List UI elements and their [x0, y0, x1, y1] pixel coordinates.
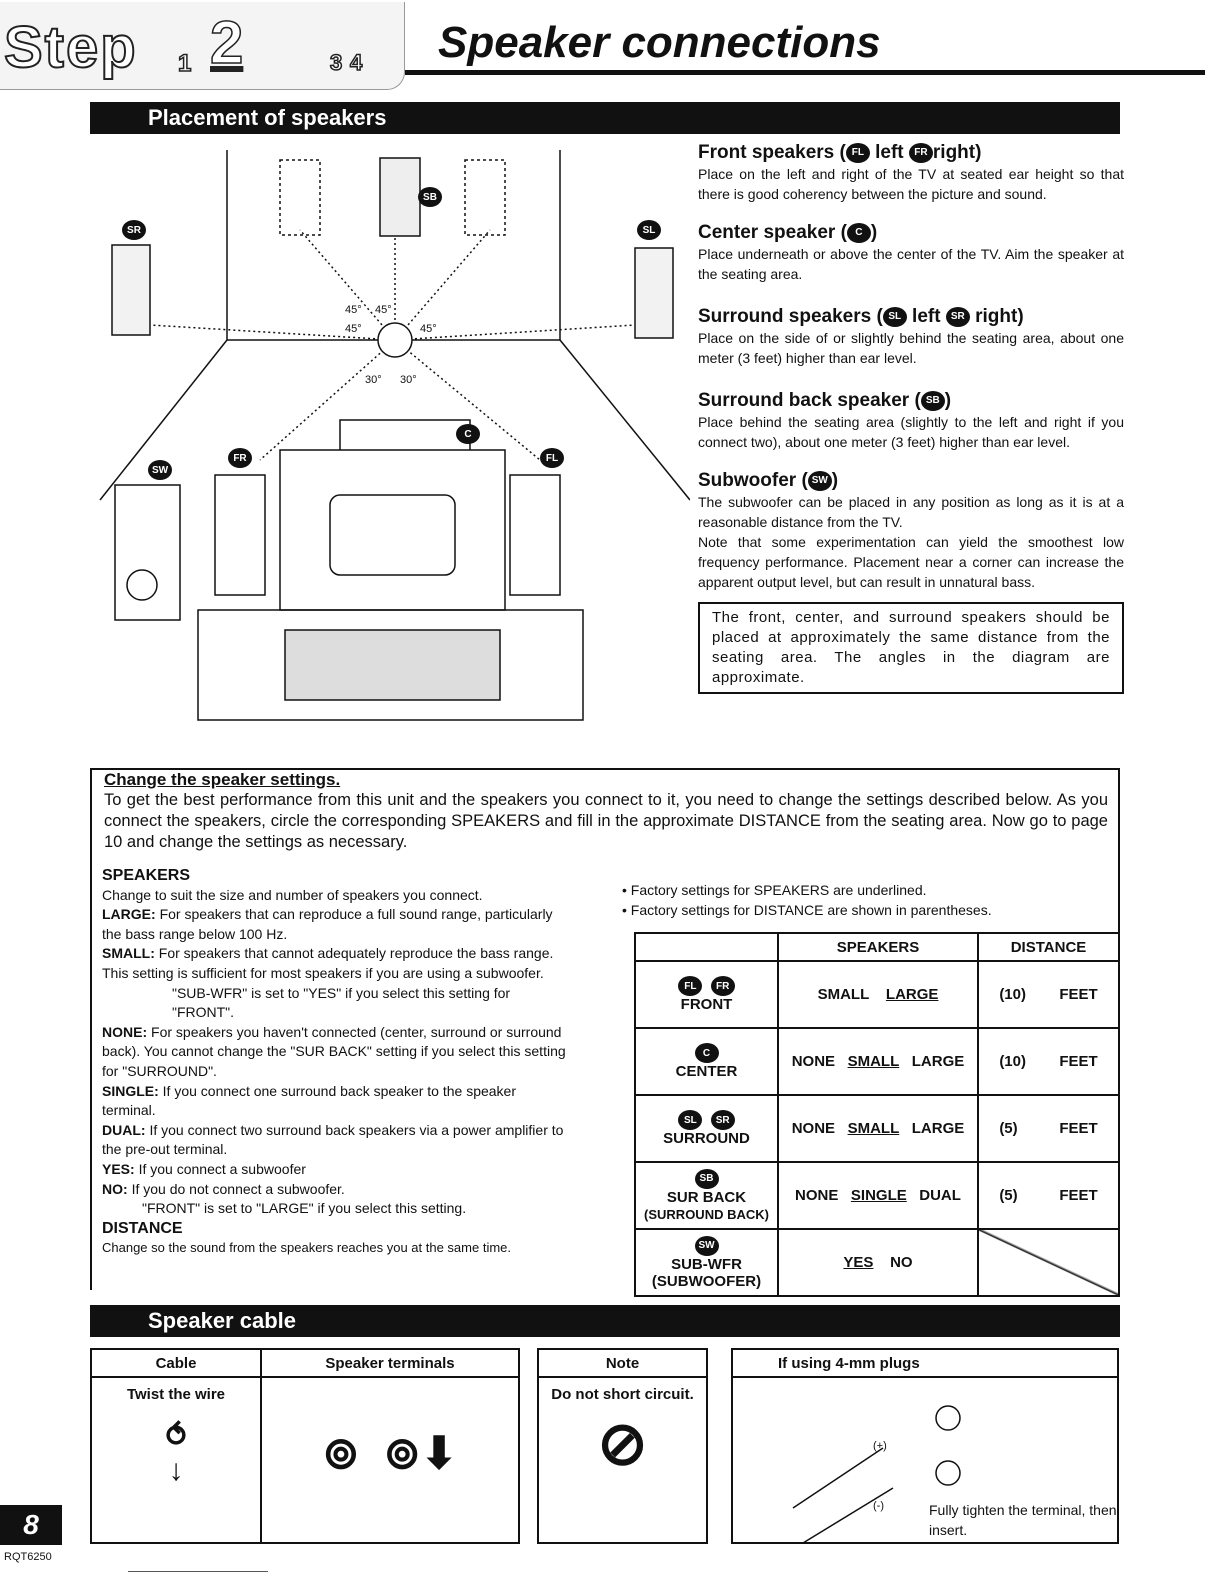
row-sublabel: (SUBWOOFER): [651, 1272, 762, 1290]
speaker-placement-diagram: [90, 140, 690, 730]
surround-heading: Surround speakers ( SL left SR right): [698, 306, 1024, 327]
def-no-note: "FRONT" is set to "LARGE" if you select this setting.: [142, 1200, 467, 1217]
bullet: • Factory settings for DISTANCE are shown in parentheses.: [622, 902, 992, 918]
plus-label: (+): [873, 1440, 887, 1452]
link-underline: [128, 1571, 268, 1572]
table-row: [635, 1028, 1119, 1095]
col-distance: DISTANCE: [978, 933, 1119, 961]
fr-badge: FR: [228, 448, 252, 468]
fr-badge: FR: [909, 143, 933, 163]
step-2-current: 2: [210, 9, 244, 76]
row-label: FRONT: [680, 996, 733, 1013]
angle-label: 30°: [365, 374, 382, 386]
col-plugs: If using 4-mm plugs: [732, 1349, 1118, 1377]
surround-back-heading: Surround back speaker ( SB ): [698, 390, 952, 411]
front-left-speaker: [510, 475, 560, 595]
col-note: Note: [538, 1349, 707, 1377]
option[interactable]: NONE: [795, 1187, 839, 1204]
speakers-heading: SPEAKERS: [102, 867, 191, 884]
center-heading: Center speaker ( C ): [698, 222, 878, 243]
document-code: RQT6250: [4, 1551, 52, 1563]
sb-badge: SB: [695, 1169, 719, 1189]
distance-heading: DISTANCE: [102, 1219, 183, 1237]
step-4: 4: [350, 50, 363, 75]
c-badge: C: [847, 223, 871, 243]
sr-badge: SR: [946, 307, 970, 327]
sw-badge: SW: [148, 460, 172, 480]
page-number: 8: [0, 1505, 62, 1545]
front-text: Place on the left and right of the TV at seated ear height so that there is good coherency between the picture and sound.: [698, 166, 1124, 202]
speaker-settings-section: [90, 768, 1120, 1290]
option-default[interactable]: SMALL: [847, 1120, 900, 1137]
settings-table: [634, 932, 1120, 1297]
def-small-note: "SUB-WFR" is set to "YES" if you select this setting for "FRONT".: [172, 984, 511, 1021]
page-title: Speaker connections: [438, 18, 881, 67]
option[interactable]: DUAL: [919, 1187, 961, 1204]
tv: [280, 450, 505, 610]
sw-badge: SW: [695, 1236, 719, 1256]
sl-badge: SL: [637, 220, 661, 240]
col-terminals: Speaker terminals: [261, 1349, 519, 1377]
distance-unit: FEET: [1059, 1053, 1098, 1070]
subwoofer-text: The subwoofer can be placed in any position as long as it is at a reasonable distance from the TV.: [698, 494, 1124, 530]
plugs-illustration: [732, 1377, 1118, 1543]
minus-label: (-): [873, 1500, 884, 1512]
settings-heading: Change the speaker settings.: [104, 770, 341, 789]
sb-badge: SB: [418, 187, 442, 207]
step-3: 3: [330, 50, 343, 75]
row-label: SURROUND: [663, 1130, 750, 1147]
surround-back-speaker: [380, 158, 420, 236]
def-no: NO: If you do not connect a subwoofer.: [102, 1180, 345, 1197]
distance-value[interactable]: (5): [999, 1120, 1018, 1137]
surround-text: Place on the side of or slightly behind the seating area, about one meter (3 feet) higher than ear level.: [698, 330, 1124, 366]
row-sublabel: (SURROUND BACK): [644, 1206, 769, 1222]
table-row: [635, 1229, 1119, 1296]
cable-section-bar: Speaker cable: [90, 1305, 1120, 1337]
title-rule: [405, 70, 1205, 75]
cable-table: [90, 1348, 520, 1544]
angle-label: 45°: [345, 323, 362, 335]
option-default[interactable]: SMALL: [847, 1053, 900, 1070]
distance-desc: Change so the sound from the speakers reaches you at the same time.: [102, 1240, 512, 1256]
distance-value[interactable]: (10): [999, 986, 1026, 1003]
surround-back-text: Place behind the seating area (slightly to the left and right if you connect two), about one meter (3 feet) higher than ear level.: [698, 414, 1124, 450]
note-table: [537, 1348, 708, 1544]
option-default[interactable]: YES: [843, 1254, 874, 1271]
sl-badge: SL: [678, 1110, 702, 1130]
table-row: [635, 961, 1119, 1028]
c-badge: C: [695, 1043, 719, 1063]
option[interactable]: NONE: [791, 1053, 836, 1070]
distance-unit: FEET: [1059, 1187, 1098, 1204]
step-1: 1: [178, 50, 192, 77]
table-row: [635, 1095, 1119, 1162]
front-heading: Front speakers ( FL left FR right): [698, 142, 982, 163]
c-badge: C: [456, 424, 480, 444]
row-label: SUR BACK: [666, 1188, 747, 1206]
subwoofer-note: Note that some experimentation can yield the smoothest low frequency performance. Placement near a corner can increase the apparent output level, but can result in unnatural bass.: [698, 534, 1124, 590]
terminal-icons: ⊚ ⊚⬇: [261, 1377, 519, 1543]
settings-intro: To get the best performance from this unit and the speakers you connect to it, you need to change the settings described below. As you connect the speakers, circle the corresponding SPEAKERS and fill in the approximate DISTANCE from the seating area. Now go to page 10 and change the settings as necessary.: [104, 791, 1108, 851]
settings-definitions: [102, 866, 570, 1258]
factory-notes: [622, 880, 992, 920]
step-label: Step: [4, 15, 138, 80]
option-default[interactable]: LARGE: [885, 986, 939, 1003]
sb-badge: SB: [921, 391, 945, 411]
angle-label: 30°: [400, 374, 417, 386]
receiver: [285, 630, 500, 700]
tighten-instruction: Fully tighten the terminal, then insert.: [929, 1502, 1117, 1538]
placement-descriptions: [698, 128, 1124, 694]
twist-label: Twist the wire: [126, 1386, 226, 1403]
def-large: LARGE: For speakers that can reproduce a full sound range, particularly the bass range below 100 Hz.: [102, 906, 553, 942]
row-label: SUB-WFR: [671, 1255, 742, 1273]
surround-left-speaker: [635, 248, 673, 338]
option-default[interactable]: SINGLE: [850, 1187, 907, 1204]
no-short-circuit-icon: ⊘: [597, 1410, 648, 1477]
plugs-table: [731, 1348, 1119, 1544]
option[interactable]: LARGE: [911, 1053, 965, 1070]
option[interactable]: LARGE: [911, 1120, 965, 1137]
twist-wire-icon: ⥀ ↓: [165, 1420, 187, 1487]
surround-right-speaker: [112, 245, 150, 335]
bullet: • Factory settings for SPEAKERS are underlined.: [622, 882, 927, 898]
listener: [378, 323, 412, 357]
fr-badge: FR: [711, 976, 735, 996]
row-label: CENTER: [675, 1063, 738, 1080]
placement-section-bar: Placement of speakers: [90, 102, 1120, 134]
sr-badge: SR: [122, 220, 146, 240]
distance-value[interactable]: (5): [999, 1187, 1018, 1204]
fl-badge: FL: [540, 448, 564, 468]
surround-back-speaker-right: [465, 160, 505, 235]
surround-back-speaker-left: [280, 160, 320, 235]
distance-unit: FEET: [1059, 1120, 1098, 1137]
short-circuit-warning: Do not short circuit.: [551, 1386, 694, 1403]
sr-badge: SR: [711, 1110, 735, 1130]
sw-badge: SW: [808, 471, 832, 491]
angle-label: 45°: [420, 323, 437, 335]
distance-unit: FEET: [1059, 986, 1098, 1003]
def-single: SINGLE: If you connect one surround back speaker to the speaker terminal.: [102, 1082, 517, 1119]
col-cable: Cable: [91, 1349, 261, 1377]
sl-badge: SL: [883, 307, 907, 327]
distance-value[interactable]: (10): [999, 1053, 1026, 1070]
table-row: [635, 1162, 1119, 1229]
front-right-speaker: [215, 475, 265, 595]
option[interactable]: SMALL: [817, 986, 870, 1003]
def-dual: DUAL: If you connect two surround back speakers via a power amplifier to the pre-out terminal.: [102, 1121, 564, 1158]
col-speakers: SPEAKERS: [778, 933, 978, 961]
option[interactable]: NONE: [791, 1120, 836, 1137]
angle-label: 45°: [375, 304, 392, 316]
option[interactable]: NO: [890, 1254, 913, 1271]
fl-badge: FL: [846, 143, 870, 163]
center-text: Place underneath or above the center of the TV. Aim the speaker at the seating area.: [698, 246, 1124, 282]
angles-note: The front, center, and surround speakers should be placed at approximately the same distance from the seating area. The angles in the diagram are approximate.: [698, 602, 1124, 694]
speakers-desc: Change to suit the size and number of speakers you connect.: [102, 886, 483, 903]
def-none: NONE: For speakers you haven't connected (center, surround or surround back). You cannot change the "SUR BACK" setting if you select this setting for "SURROUND".: [102, 1023, 566, 1079]
angle-label: 45°: [345, 304, 362, 316]
def-yes: YES: If you connect a subwoofer: [102, 1160, 306, 1177]
not-applicable-cell: [978, 1229, 1119, 1296]
fl-badge: FL: [678, 976, 702, 996]
subwoofer-heading: Subwoofer ( SW ): [698, 470, 839, 491]
def-small: SMALL: For speakers that cannot adequately reproduce the bass range. This setting is sufficient for most speakers if you are using a subwoofer.: [102, 945, 554, 981]
